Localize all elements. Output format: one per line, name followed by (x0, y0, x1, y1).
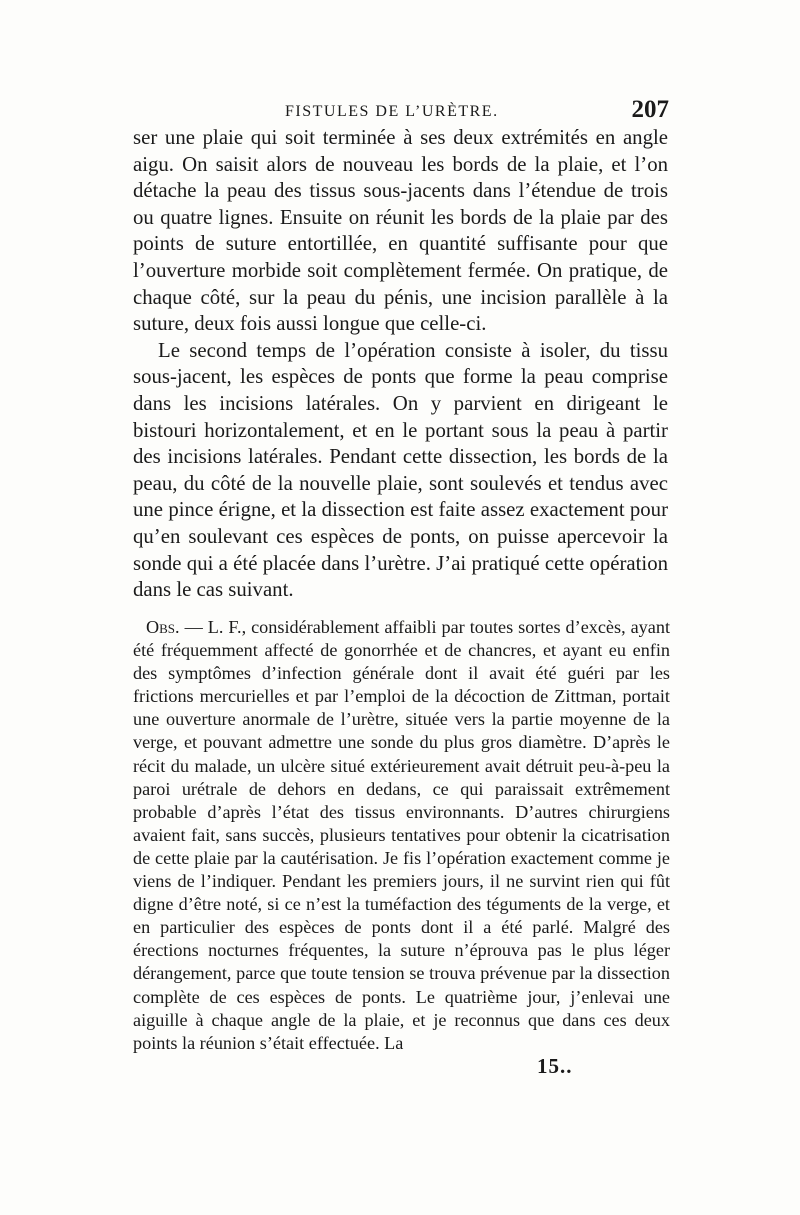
page-header (133, 96, 673, 126)
signature-mark: 15.. (537, 1054, 573, 1078)
page-number: 207 (631, 96, 669, 123)
running-title: FISTULES DE L’URÈTRE. (285, 103, 499, 120)
observation-note (133, 616, 670, 1055)
main-text (133, 125, 668, 604)
paragraph-second-stage: Le second temps de l’opération consiste à isoler, du tissu sous-jacent, les espèces de ponts que forme la peau comprise dans les incisions latérales. On y parvient en dirigeant le bistouri horizontalement, et en le portant sous la peau à partir des incisions latérales. Pendant cette dissection, les bords de la peau, du côté de la nouvelle plaie, sont soulevés et tendus avec une pince érigne, et la dissection est faite assez exactement pour qu’en soulevant ces espèces de ponts, on puisse apercevoir la sonde qui a été placée dans l’urètre. J’ai pratiqué cette opération dans le cas suivant. (133, 338, 668, 602)
observation-paragraph (133, 616, 670, 1055)
observation-label: Obs. (146, 617, 180, 637)
paragraph-continuation: ser une plaie qui soit terminée à ses deux extrémités en angle aigu. On saisit alors de nouveau les bords de la plaie, et l’on détache la peau des tissus sous-jacents dans l’étendue de trois ou quatre lignes. Ensuite on réunit les bords de la plaie par des points de suture entortillée, en quantité suffisante pour que l’ouverture morbide soit complètement fermée. On pratique, de chaque côté, sur la peau du pénis, une incision parallèle à la suture, deux fois aussi longue que celle-ci. (133, 126, 668, 336)
observation-text: — L. F., considérablement affaibli par toutes sortes d’excès, ayant été fréquemment affecté de gonorrhée et de chancres, et ayant eu enfin des symptômes d’infection générale dont il avait été guéri par les frictions mercurielles et par l’emploi de la décoction de Zittman, portait une ouverture anormale de l’urètre, située vers la partie moyenne de la verge, et pouvant admettre une sonde du plus gros diamètre. D’après le récit du malade, un ulcère situé extérieurement avait détruit peu-à-peu la paroi urétrale de dehors en dedans, ce qui paraissait extrêmement probable d’après l’état des tissus environnants. D’autres chirurgiens avaient fait, sans succès, plusieurs tentatives pour obtenir la cicatrisation de cette plaie par la cautérisation. Je fis l’opération exactement comme je viens de l’indiquer. Pendant les premiers jours, il ne survint rien qui fût digne d’être noté, si ce n’est la tuméfaction des téguments de la verge, et en particulier des espèces de ponts dont il a été parlé. Malgré des érections nocturnes fréquentes, la suture n’éprouva pas le plus léger dérangement, parce que toute tension se trouva prévenue par la dissection complète de ces espèces de ponts. Le quatrième jour, j’enlevai une aiguille à chaque angle de la plaie, et je reconnus que dans ces deux points la réunion s’était effectuée. La (133, 617, 670, 1053)
